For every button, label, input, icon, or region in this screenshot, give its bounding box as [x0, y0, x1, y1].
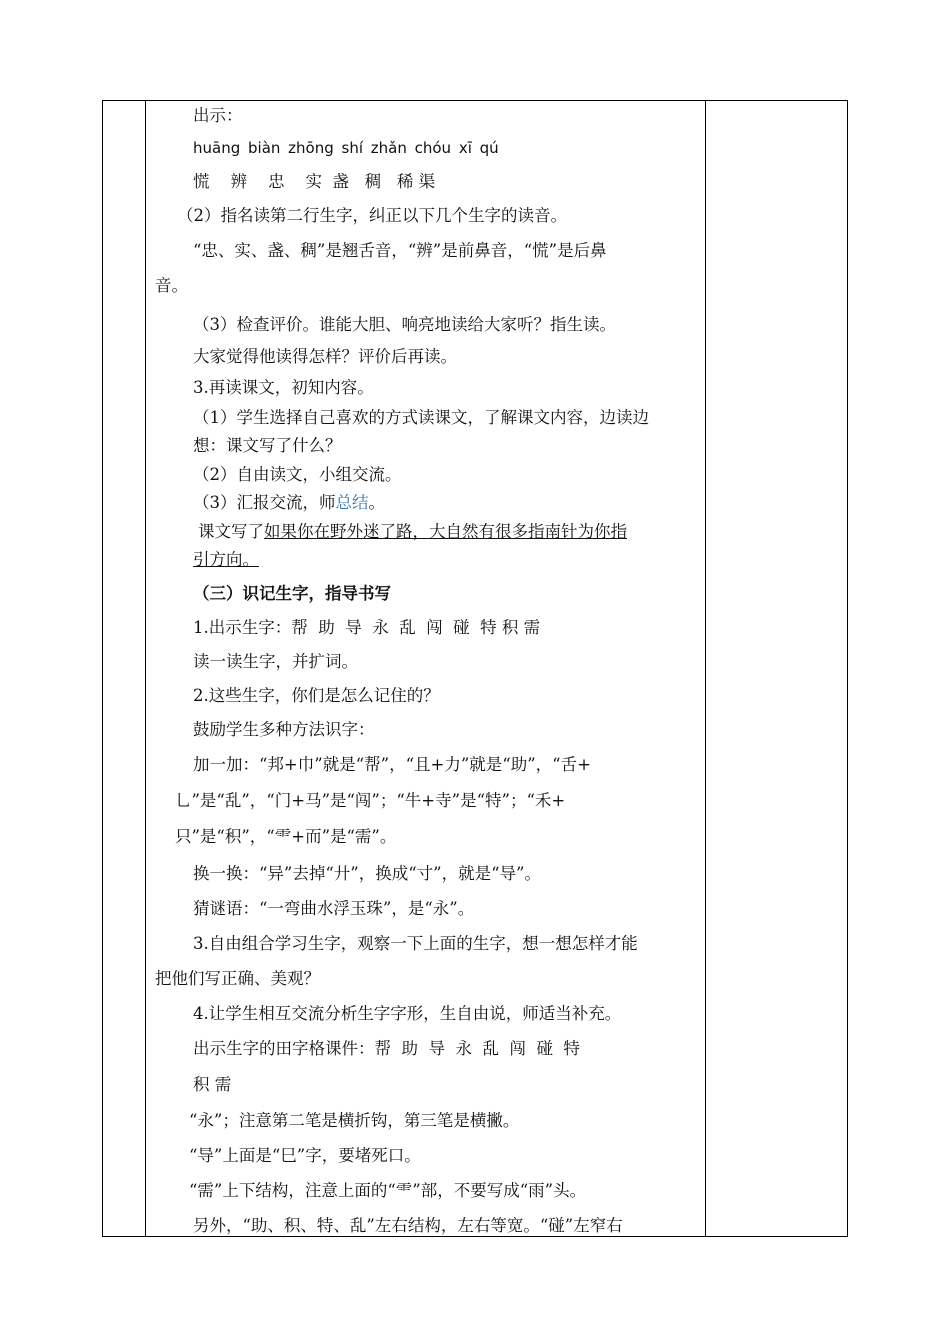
text-line: 2.这些生字，你们是怎么记住的？ [193, 686, 440, 705]
text-line: （2）自由读文，小组交流。 [193, 465, 402, 484]
text-line: 出示： [193, 106, 243, 125]
text-line: 音。 [155, 276, 188, 295]
underlined-text: 如果你在野外迷了路，大自然有很多指南针为你指 [264, 522, 627, 541]
text-line: “永”；注意第二笔是横折钩，第三笔是横撇。 [189, 1111, 520, 1130]
text-line: 积 需 [193, 1075, 232, 1094]
text-line: 4.让学生相互交流分析生字字形，生自由说，师适当补充。 [193, 1004, 622, 1023]
section-heading: （三）识记生字，指导书写 [193, 584, 391, 603]
pinyin-line: huāng biàn zhōng shí zhǎn chóu xī qú [193, 139, 499, 157]
text-line: 出示生字的田字格课件：帮 助 导 永 乱 闯 碰 特 [193, 1039, 580, 1058]
text-line: 大家觉得他读得怎样？评价后再读。 [193, 347, 457, 366]
text-line [193, 491, 385, 515]
text-line: 3.自由组合学习生字，观察一下上面的生字，想一想怎样才能 [193, 934, 638, 953]
text-line: 3.再读课文，初知内容。 [193, 378, 374, 397]
text-line: 换一换：“异”去掉“廾”，换成“寸”，就是“导”。 [193, 864, 541, 883]
character-line: 慌 辨 忠 实 盏 稠 稀 渠 [193, 172, 436, 191]
text-line [198, 520, 627, 544]
text-line: “导”上面是“巳”字，要堵死口。 [189, 1146, 421, 1165]
text-line: （2）指名读第二行生字，纠正以下几个生字的读音。 [177, 206, 567, 225]
text-line: 想：课文写了什么？ [193, 436, 342, 455]
text-line: 加一加：“邦+巾”就是“帮”，“且+力”就是“助”，“舌+ [193, 755, 591, 774]
text-line: 乚”是“乱”，“门+马”是“闯”；“牛+寺”是“特”；“禾+ [175, 791, 566, 810]
text-line: 1.出示生字：帮 助 导 永 乱 闯 碰 特 积 需 [193, 618, 541, 637]
text-line: “忠、实、盏、稠”是翘舌音，“辨”是前鼻音，“慌”是后鼻 [193, 241, 607, 260]
text-line: 猜谜语：“一弯曲水浮玉珠”，是“永”。 [193, 899, 475, 918]
text-line: 另外，“助、积、特、乱”左右结构，左右等宽。“碰”左窄右 [193, 1216, 623, 1235]
text-line: （3）检查评价。谁能大胆、响亮地读给大家听？指生读。 [193, 315, 616, 334]
text-line: 只”是“积”，“⻗+而”是“需”。 [175, 827, 397, 846]
text-line: 读一读生字，并扩词。 [193, 652, 358, 671]
column-divider-1 [145, 101, 146, 1236]
text-line: （1）学生选择自己喜欢的方式读课文，了解课文内容，边读边 [193, 408, 649, 427]
text-line: 把他们写正确、美观？ [155, 969, 320, 988]
highlighted-term: 总结 [335, 493, 369, 512]
column-divider-2 [705, 101, 706, 1236]
text-line: 鼓励学生多种方法识字： [193, 720, 375, 739]
text-line: “需”上下结构，注意上面的“⻗”部，不要写成“雨”头。 [189, 1181, 587, 1200]
text-segment: 课文写了 [198, 522, 264, 541]
underlined-text: 引方向。 [193, 550, 259, 569]
text-segment: （3）汇报交流，师 [193, 493, 336, 512]
text-segment: 。 [368, 493, 385, 512]
